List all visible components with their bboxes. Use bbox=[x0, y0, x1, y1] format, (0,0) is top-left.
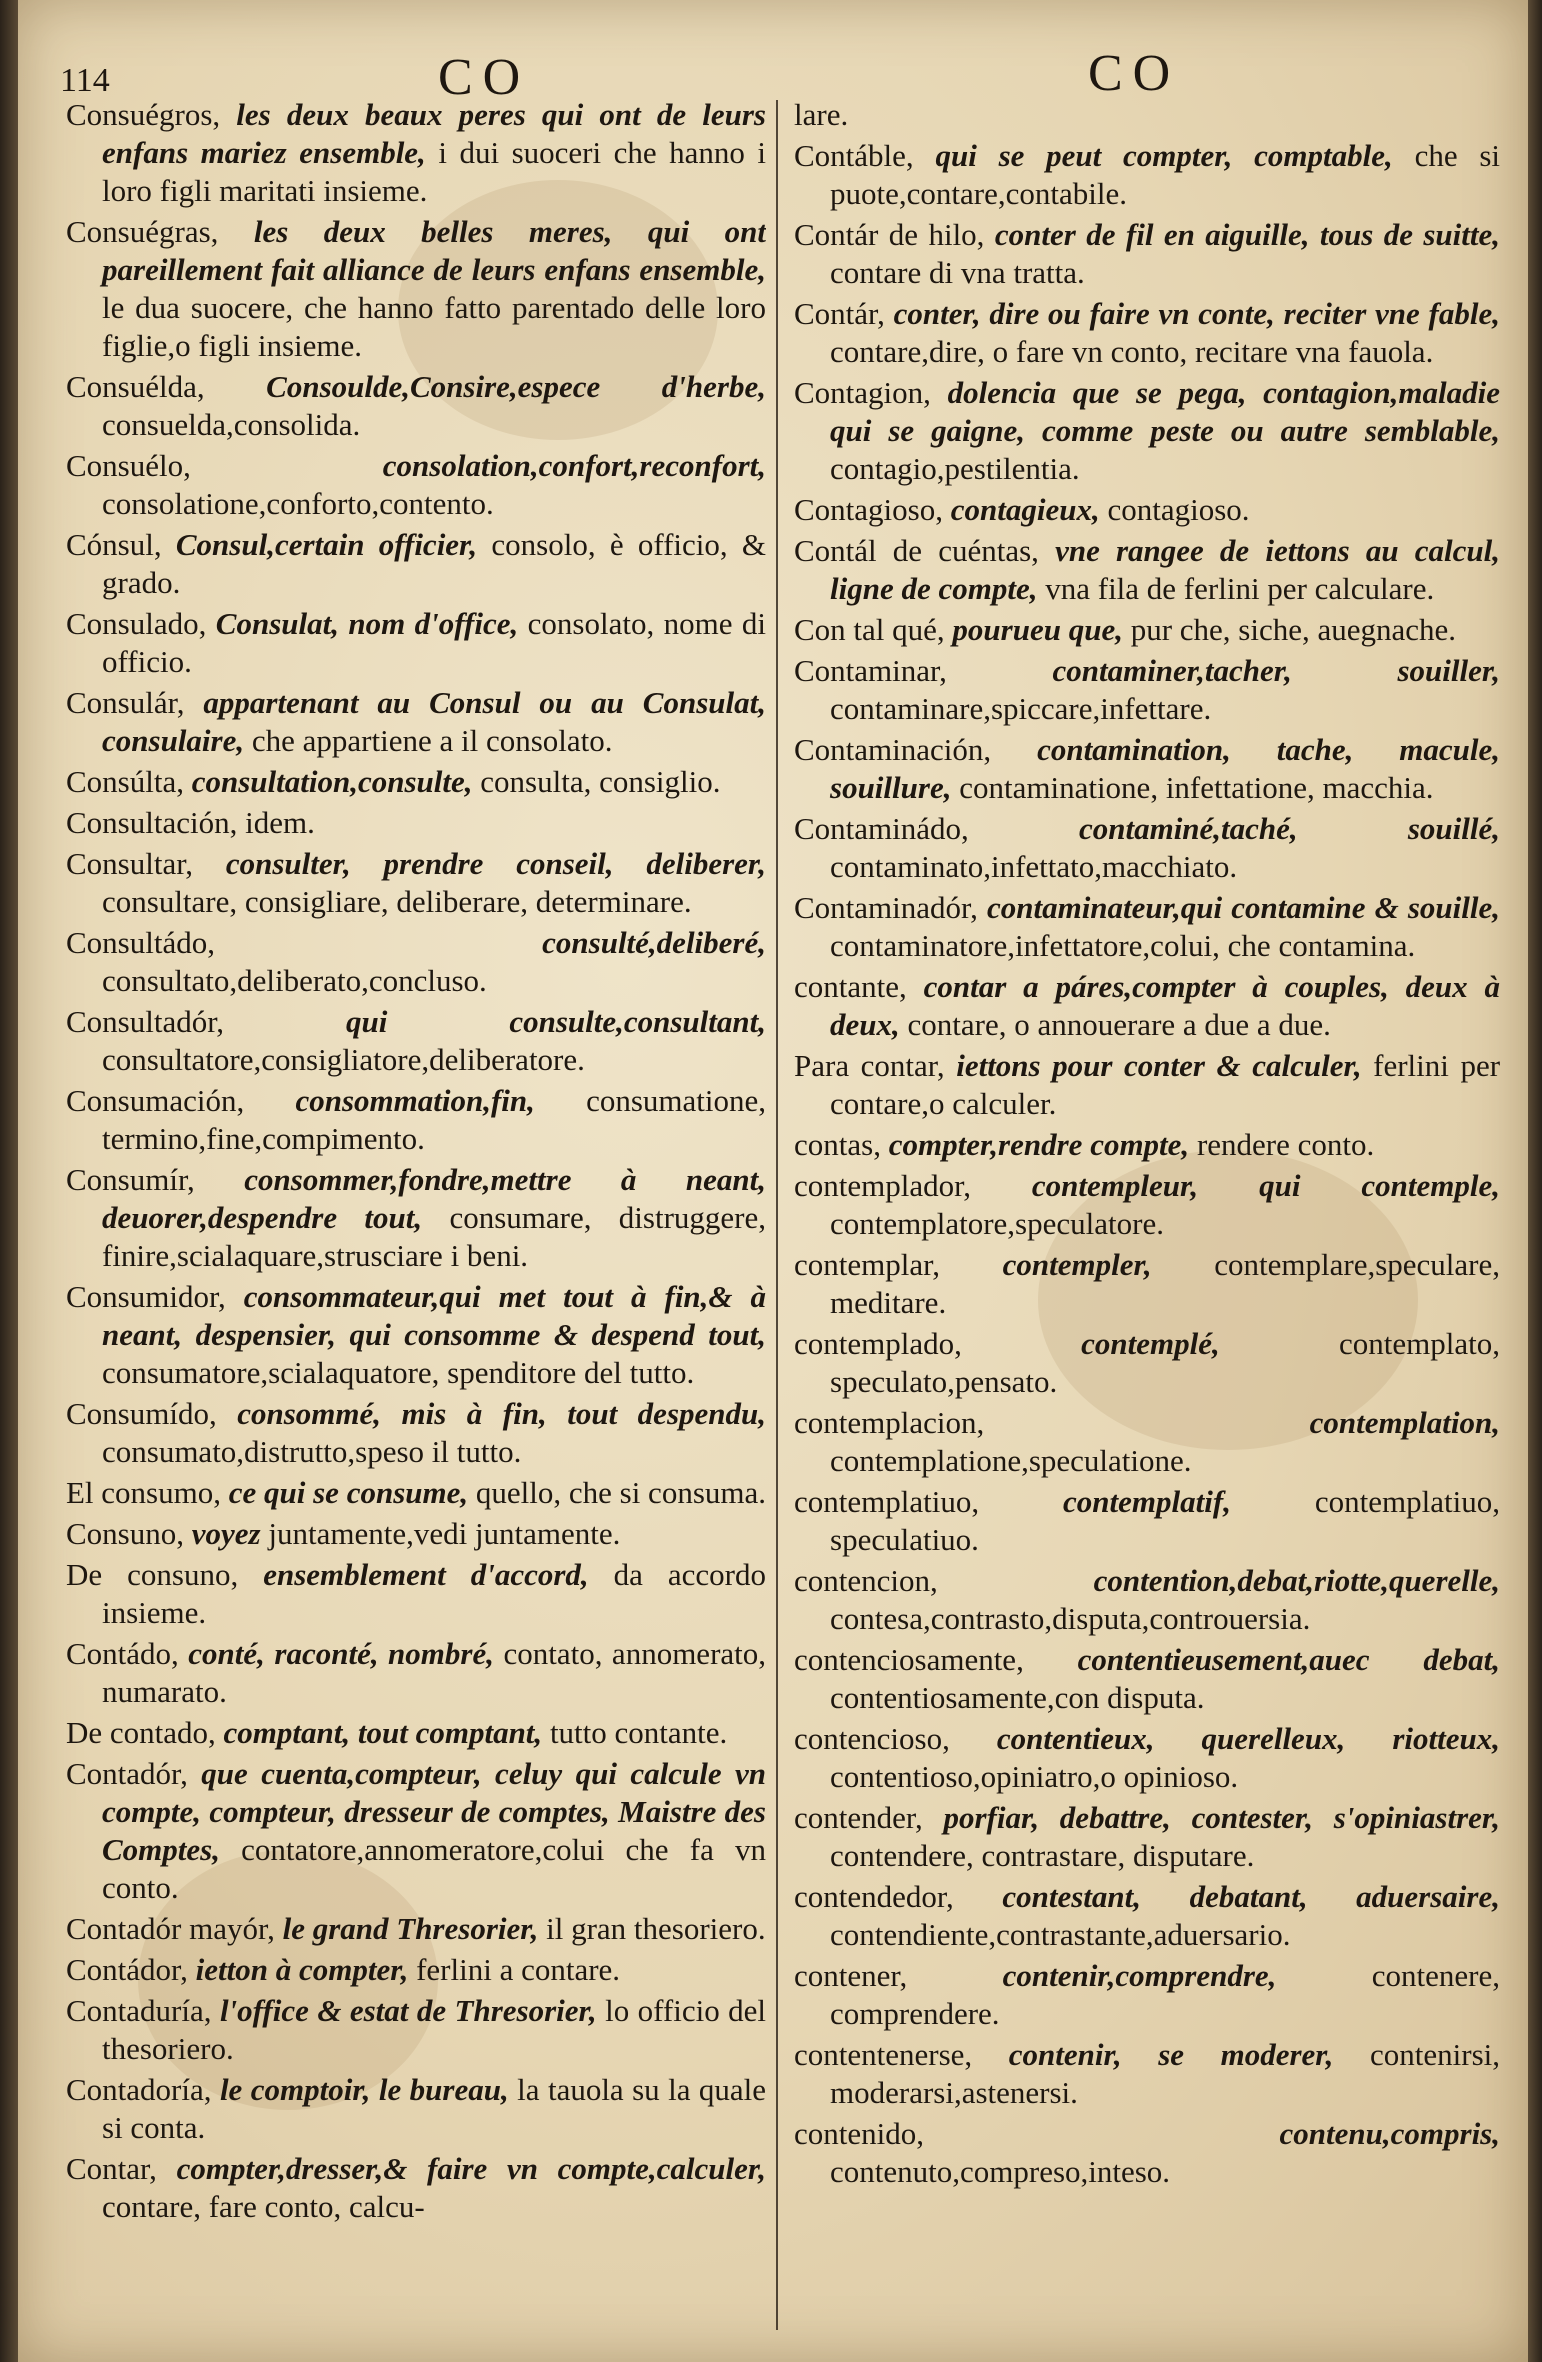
spanish-headword: Contaminádo, bbox=[794, 811, 969, 846]
page-number: 114 bbox=[60, 62, 110, 99]
dictionary-entry bbox=[66, 684, 766, 760]
italian-gloss: da accordo insieme. bbox=[102, 1557, 766, 1630]
french-gloss: appartenant au Consul ou au Consulat, consulaire, bbox=[102, 685, 766, 758]
book-gutter-right bbox=[1528, 0, 1542, 2362]
italian-gloss: consumatione, termino,fine,compimento. bbox=[102, 1083, 766, 1156]
italian-gloss: consolo, è officio, & grado. bbox=[102, 527, 766, 600]
french-gloss: contamination, tache, macule, souillure, bbox=[830, 732, 1500, 805]
italian-gloss: contato, annomerato, numarato. bbox=[102, 1636, 766, 1709]
spanish-headword: contemplatiuo, bbox=[794, 1484, 980, 1519]
french-gloss: compter,rendre compte, bbox=[888, 1127, 1190, 1162]
french-gloss: contemplation, bbox=[1309, 1405, 1500, 1440]
french-gloss: Consulat, nom d'office, bbox=[215, 606, 519, 641]
dictionary-entry bbox=[794, 1325, 1500, 1401]
italian-gloss: contare,dire, o fare vn conto, recitare vna fauola. bbox=[830, 334, 1434, 369]
french-gloss: iettons pour conter & calculer, bbox=[956, 1048, 1362, 1083]
italian-gloss: consultatore,consigliatore,deliberatore. bbox=[102, 1042, 585, 1077]
dictionary-entry bbox=[794, 374, 1500, 488]
french-gloss: contentieux, querelleux, riotteux, bbox=[996, 1721, 1500, 1756]
italian-gloss: consolato, nome di officio. bbox=[102, 606, 766, 679]
italian-gloss: consumatore,scialaquatore, spenditore del tutto. bbox=[102, 1355, 695, 1390]
running-head-right: CO bbox=[1088, 45, 1181, 102]
italian-gloss: contenuto,compreso,inteso. bbox=[830, 2154, 1171, 2189]
french-gloss: qui se peut compter, comptable, bbox=[935, 138, 1393, 173]
italian-gloss: consulta, consiglio. bbox=[480, 764, 721, 799]
spanish-headword: contencioso, bbox=[794, 1721, 950, 1756]
french-gloss: contention,debat,riotte,querelle, bbox=[1093, 1563, 1500, 1598]
french-gloss: qui consulte,consultant, bbox=[346, 1004, 766, 1039]
dictionary-entry bbox=[794, 1957, 1500, 2033]
french-gloss: contemplatif, bbox=[1063, 1484, 1231, 1519]
spanish-headword: Consumído, bbox=[66, 1396, 217, 1431]
dictionary-entry bbox=[794, 1562, 1500, 1638]
french-gloss: Consul,certain officier, bbox=[175, 527, 478, 562]
dictionary-entry bbox=[794, 1126, 1500, 1164]
spanish-headword: contender, bbox=[794, 1800, 923, 1835]
spanish-headword: Contádor, bbox=[66, 1952, 188, 1987]
dictionary-entry bbox=[66, 1714, 766, 1752]
dictionary-entry bbox=[66, 1755, 766, 1907]
spanish-headword: Contagioso, bbox=[794, 492, 943, 527]
dictionary-entry bbox=[794, 2115, 1500, 2191]
spanish-headword: Contaduría, bbox=[66, 1993, 212, 2028]
french-gloss: compter,dresser,& faire vn compte,calculer, bbox=[176, 2151, 766, 2186]
french-gloss: consommé, mis à fin, tout despendu, bbox=[237, 1396, 766, 1431]
french-gloss: Consoulde,Consire,espece d'herbe, bbox=[266, 369, 766, 404]
spanish-headword: contener, bbox=[794, 1958, 908, 1993]
dictionary-entry bbox=[794, 968, 1500, 1044]
dictionary-entry bbox=[66, 1161, 766, 1275]
dictionary-entry bbox=[794, 889, 1500, 965]
spanish-headword: Contaminadór, bbox=[794, 890, 978, 925]
italian-gloss: contare di vna tratta. bbox=[830, 255, 1085, 290]
dictionary-entry bbox=[794, 731, 1500, 807]
spanish-headword: Consultádo, bbox=[66, 925, 215, 960]
italian-gloss: contemplato, speculato,pensato. bbox=[830, 1326, 1500, 1399]
italian-gloss: contatore,annomeratore,colui che fa vn conto. bbox=[102, 1832, 766, 1905]
dictionary-entry bbox=[66, 1515, 766, 1553]
spanish-headword: Consultar, bbox=[66, 846, 194, 881]
column-divider bbox=[776, 100, 778, 2330]
dictionary-entry bbox=[66, 804, 766, 842]
dictionary-entry bbox=[66, 1003, 766, 1079]
spanish-headword: Contar, bbox=[66, 2151, 157, 2186]
italian-gloss: vna fila de ferlini per calculare. bbox=[1045, 571, 1435, 606]
italian-gloss: consolatione,conforto,contento. bbox=[102, 486, 494, 521]
spanish-headword: Contár, bbox=[794, 296, 885, 331]
italian-gloss: contenere, comprendere. bbox=[830, 1958, 1500, 2031]
french-gloss: pourueu que, bbox=[952, 612, 1123, 647]
french-gloss: contar a páres,compter à couples, deux à deux, bbox=[830, 969, 1500, 1042]
dictionary-entry bbox=[66, 96, 766, 210]
italian-gloss: contentiosamente,con disputa. bbox=[830, 1680, 1205, 1715]
french-gloss: contempler, bbox=[1002, 1247, 1152, 1282]
french-gloss: contaminer,tacher, souiller, bbox=[1052, 653, 1500, 688]
italian-gloss: che appartiene a il consolato. bbox=[251, 723, 613, 758]
italian-gloss: contemplatione,speculatione. bbox=[830, 1443, 1192, 1478]
spanish-headword: Consuélda, bbox=[66, 369, 205, 404]
dictionary-entry bbox=[66, 1992, 766, 2068]
french-gloss: les deux beaux peres qui ont de leurs enfans mariez ensemble, bbox=[102, 97, 766, 170]
dictionary-entry bbox=[794, 2036, 1500, 2112]
italian-gloss: contendiente,contrastante,aduersario. bbox=[830, 1917, 1291, 1952]
dictionary-entry bbox=[794, 1404, 1500, 1480]
spanish-headword: Consulár, bbox=[66, 685, 185, 720]
dictionary-entry bbox=[66, 1556, 766, 1632]
french-gloss: vne rangee de iettons au calcul, ligne de compte, bbox=[830, 533, 1500, 606]
italian-gloss: le dua suocere, che hanno fatto parentado delle loro figlie,o figli insieme. bbox=[102, 290, 766, 363]
spanish-headword: Consumidor, bbox=[66, 1279, 226, 1314]
italian-gloss: contaminare,spiccare,infettare. bbox=[830, 691, 1212, 726]
right-column bbox=[794, 96, 1500, 2346]
french-gloss: contenir, se moderer, bbox=[1008, 2037, 1334, 2072]
french-gloss: dolencia que se pega, contagion,maladie qui se gaigne, comme peste ou autre semblable, bbox=[830, 375, 1500, 448]
italian-gloss: ferlini per contare,o calculer. bbox=[830, 1048, 1500, 1121]
french-gloss: contemplé, bbox=[1081, 1326, 1220, 1361]
french-gloss: contestant, debatant, aduersaire, bbox=[1002, 1879, 1500, 1914]
italian-gloss: lare. bbox=[794, 97, 849, 132]
spanish-headword: Consuégros, bbox=[66, 97, 221, 132]
italian-gloss: rendere conto. bbox=[1196, 1127, 1375, 1162]
italian-gloss: pur che, siche, auegnache. bbox=[1130, 612, 1457, 647]
dictionary-entry bbox=[66, 763, 766, 801]
spanish-headword: Contál de cuéntas, bbox=[794, 533, 1039, 568]
dictionary-entry bbox=[794, 1047, 1500, 1123]
dictionary-entry bbox=[66, 213, 766, 365]
italian-gloss: contaminato,infettato,macchiato. bbox=[830, 849, 1238, 884]
spanish-headword: Consumación, bbox=[66, 1083, 245, 1118]
spanish-headword: Consuno, bbox=[66, 1516, 184, 1551]
dictionary-entry bbox=[794, 810, 1500, 886]
dictionary-entry bbox=[66, 2071, 766, 2147]
french-gloss: porfiar, debattre, contester, s'opiniastrer, bbox=[943, 1800, 1500, 1835]
spanish-headword: Consultadór, bbox=[66, 1004, 225, 1039]
spanish-headword: contemplador, bbox=[794, 1168, 971, 1203]
spanish-headword: Cónsul, bbox=[66, 527, 162, 562]
spanish-headword: contendedor, bbox=[794, 1879, 954, 1914]
dictionary-entry bbox=[66, 1278, 766, 1392]
french-gloss: consultation,consulte, bbox=[191, 764, 473, 799]
spanish-headword: contemplado, bbox=[794, 1326, 962, 1361]
dictionary-entry bbox=[66, 447, 766, 523]
french-gloss: les deux belles meres, qui ont pareillement fait alliance de leurs enfans ensemble, bbox=[102, 214, 766, 287]
french-gloss: ensemblement d'accord, bbox=[263, 1557, 589, 1592]
french-gloss: ce qui se consume, bbox=[228, 1475, 469, 1510]
italian-gloss: tutto contante. bbox=[549, 1715, 728, 1750]
book-gutter-left bbox=[0, 0, 18, 2362]
french-gloss: consulté,deliberé, bbox=[542, 925, 766, 960]
italian-gloss: contendere, contrastare, disputare. bbox=[830, 1838, 1255, 1873]
italian-gloss: contagioso. bbox=[1107, 492, 1250, 527]
italian-gloss: contemplatiuo, speculatiuo. bbox=[830, 1484, 1500, 1557]
spanish-headword: contentenerse, bbox=[794, 2037, 973, 2072]
french-gloss: contempleur, qui contemple, bbox=[1031, 1168, 1500, 1203]
spanish-headword: Para contar, bbox=[794, 1048, 945, 1083]
dictionary-entry bbox=[66, 2150, 766, 2226]
spanish-headword: contencion, bbox=[794, 1563, 938, 1598]
italian-gloss: contaminatore,infettatore,colui, che contamina. bbox=[830, 928, 1416, 963]
italian-gloss: contemplatore,speculatore. bbox=[830, 1206, 1164, 1241]
french-gloss: consommer,fondre,mettre à neant, deuorer,despendre tout, bbox=[102, 1162, 766, 1235]
italian-gloss: juntamente,vedi juntamente. bbox=[268, 1516, 621, 1551]
italian-gloss: consuelda,consolida. bbox=[102, 407, 361, 442]
dictionary-entry bbox=[66, 605, 766, 681]
italian-gloss: contare, fare conto, calcu- bbox=[102, 2189, 425, 2224]
dictionary-entry bbox=[66, 845, 766, 921]
dictionary-entry bbox=[66, 924, 766, 1000]
spanish-headword: Consulado, bbox=[66, 606, 207, 641]
running-head-left: CO bbox=[438, 49, 531, 106]
italian-gloss: contagio,pestilentia. bbox=[830, 451, 1080, 486]
italian-gloss: i dui suoceri che hanno i loro figli maritati insieme. bbox=[102, 135, 766, 208]
french-gloss: comptant, tout comptant, bbox=[223, 1715, 543, 1750]
italian-gloss: consultato,deliberato,concluso. bbox=[102, 963, 487, 998]
spanish-headword: Contadoría, bbox=[66, 2072, 212, 2107]
spanish-headword: Consúlta, bbox=[66, 764, 184, 799]
dictionary-entry bbox=[794, 1167, 1500, 1243]
page-header bbox=[18, 40, 1528, 106]
spanish-headword: Consumír, bbox=[66, 1162, 195, 1197]
dictionary-entry bbox=[794, 1246, 1500, 1322]
spanish-headword: contas, bbox=[794, 1127, 881, 1162]
dictionary-entry bbox=[66, 1910, 766, 1948]
french-gloss: contaminé,taché, souillé, bbox=[1078, 811, 1500, 846]
dictionary-entry bbox=[794, 96, 1500, 134]
dictionary-entry bbox=[66, 1951, 766, 1989]
spanish-headword: Contaminación, bbox=[794, 732, 992, 767]
dictionary-entry bbox=[794, 611, 1500, 649]
italian-gloss: consultare, consigliare, deliberare, determinare. bbox=[102, 884, 692, 919]
french-gloss: contagieux, bbox=[950, 492, 1100, 527]
french-gloss: voyez bbox=[191, 1516, 261, 1551]
spanish-headword: contante, bbox=[794, 969, 907, 1004]
italian-gloss: contenirsi, moderarsi,astenersi. bbox=[830, 2037, 1500, 2110]
spanish-headword: Contadór, bbox=[66, 1756, 188, 1791]
dictionary-entry bbox=[66, 1474, 766, 1512]
dictionary-entry bbox=[794, 1483, 1500, 1559]
book-page bbox=[18, 0, 1528, 2362]
spanish-headword: Consuégras, bbox=[66, 214, 219, 249]
dictionary-entry bbox=[794, 1720, 1500, 1796]
spanish-headword: Consultación, bbox=[66, 805, 238, 840]
spanish-headword: contemplar, bbox=[794, 1247, 940, 1282]
italian-gloss: consumare, distruggere, finire,scialaquare,strusciare i beni. bbox=[102, 1200, 766, 1273]
italian-gloss: contesa,contrasto,disputa,controuersia. bbox=[830, 1601, 1311, 1636]
dictionary-entry bbox=[66, 368, 766, 444]
italian-gloss: la tauola su la quale si conta. bbox=[102, 2072, 766, 2145]
italian-gloss: idem. bbox=[245, 805, 315, 840]
spanish-headword: Consuélo, bbox=[66, 448, 191, 483]
italian-gloss: ferlini a contare. bbox=[416, 1952, 621, 1987]
spanish-headword: Con tal qué, bbox=[794, 612, 945, 647]
spanish-headword: Contaminar, bbox=[794, 653, 947, 688]
spanish-headword: Contagion, bbox=[794, 375, 931, 410]
french-gloss: consommation,fin, bbox=[295, 1083, 535, 1118]
dictionary-entry bbox=[794, 216, 1500, 292]
dictionary-entry bbox=[794, 491, 1500, 529]
french-gloss: contentieusement,auec debat, bbox=[1077, 1642, 1500, 1677]
left-column bbox=[66, 96, 766, 2346]
spanish-headword: contenido, bbox=[794, 2116, 924, 2151]
spanish-headword: Contáble, bbox=[794, 138, 914, 173]
spanish-headword: De consuno, bbox=[66, 1557, 239, 1592]
french-gloss: l'office & estat de Thresorier, bbox=[219, 1993, 597, 2028]
italian-gloss: quello, che si consuma. bbox=[475, 1475, 766, 1510]
dictionary-entry bbox=[66, 1635, 766, 1711]
dictionary-entry bbox=[66, 526, 766, 602]
dictionary-entry bbox=[794, 1641, 1500, 1717]
spanish-headword: De contado, bbox=[66, 1715, 216, 1750]
spanish-headword: contemplacion, bbox=[794, 1405, 985, 1440]
dictionary-entry bbox=[794, 1799, 1500, 1875]
italian-gloss: consumato,distrutto,speso il tutto. bbox=[102, 1434, 522, 1469]
dictionary-entry bbox=[66, 1395, 766, 1471]
italian-gloss: lo officio del thesoriero. bbox=[102, 1993, 766, 2066]
french-gloss: contenir,comprendre, bbox=[1002, 1958, 1277, 1993]
french-gloss: le comptoir, le bureau, bbox=[219, 2072, 509, 2107]
french-gloss: consommateur,qui met tout à fin,& à neant, despensier, qui consomme & despend tout, bbox=[102, 1279, 766, 1352]
italian-gloss: contaminatione, infettatione, macchia. bbox=[959, 770, 1434, 805]
french-gloss: consolation,confort,reconfort, bbox=[382, 448, 766, 483]
french-gloss: conter, dire ou faire vn conte, reciter vne fable, bbox=[893, 296, 1500, 331]
dictionary-entry bbox=[794, 137, 1500, 213]
italian-gloss: contemplare,speculare, meditare. bbox=[830, 1247, 1500, 1320]
dictionary-entry bbox=[794, 652, 1500, 728]
dictionary-entry bbox=[794, 295, 1500, 371]
french-gloss: ietton à compter, bbox=[195, 1952, 409, 1987]
italian-gloss: contentioso,opiniatro,o opinioso. bbox=[830, 1759, 1239, 1794]
spanish-headword: El consumo, bbox=[66, 1475, 221, 1510]
dictionary-entry bbox=[794, 1878, 1500, 1954]
french-gloss: conté, raconté, nombré, bbox=[188, 1636, 494, 1671]
spanish-headword: contenciosamente, bbox=[794, 1642, 1024, 1677]
french-gloss: consulter, prendre conseil, deliberer, bbox=[225, 846, 766, 881]
italian-gloss: contare, o annouerare a due a due. bbox=[907, 1007, 1331, 1042]
french-gloss: le grand Thresorier, bbox=[282, 1911, 539, 1946]
french-gloss: conter de fil en aiguille, tous de suitte, bbox=[994, 217, 1500, 252]
spanish-headword: Contadór mayór, bbox=[66, 1911, 275, 1946]
french-gloss: contenu,compris, bbox=[1279, 2116, 1500, 2151]
dictionary-entry bbox=[794, 532, 1500, 608]
french-gloss: que cuenta,compteur, celuy qui calcule vn compte, compteur, dresseur de comptes, Maistre des Comptes, bbox=[102, 1756, 766, 1867]
spanish-headword: Contár de hilo, bbox=[794, 217, 985, 252]
italian-gloss: il gran thesoriero. bbox=[546, 1911, 766, 1946]
french-gloss: contaminateur,qui contamine & souille, bbox=[986, 890, 1500, 925]
dictionary-entry bbox=[66, 1082, 766, 1158]
italian-gloss: che si puote,contare,contabile. bbox=[830, 138, 1500, 211]
spanish-headword: Contádo, bbox=[66, 1636, 179, 1671]
